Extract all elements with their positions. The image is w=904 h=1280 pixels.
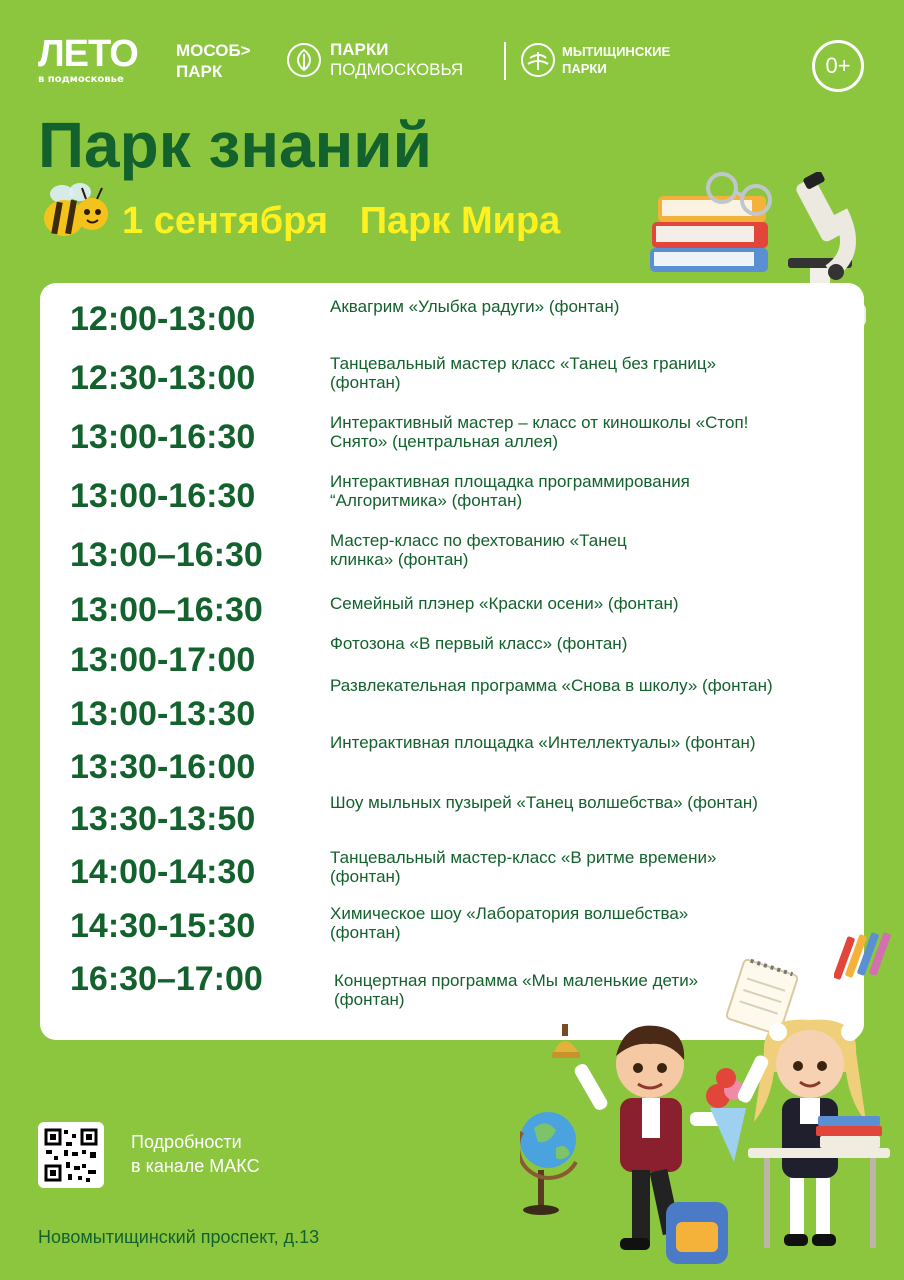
schedule-time: 14:30-15:30 [70,907,256,945]
qr-caption-line1: Подробности [131,1132,242,1152]
bee-icon [40,180,112,246]
schedule-time: 13:00–16:30 [70,591,263,629]
schedule-time: 13:30-16:00 [70,748,256,786]
schedule-event: Аквагрим «Улыбка радуги» (фонтан) [330,297,620,316]
schedule-event: Интерактивная площадка программирования “Алгоритмика» (фонтан) [330,472,690,510]
schedule-time: 13:00-16:30 [70,477,256,515]
qr-code[interactable] [38,1122,104,1188]
schedule-time: 14:00-14:30 [70,853,256,891]
logo-leto-subtext: в подмосковье [38,74,124,85]
logo-myt-line2: ПАРКИ [562,61,607,76]
schedule-event: Фотозона «В первый класс» (фонтан) [330,634,628,653]
qr-caption [131,1130,260,1178]
schedule-time: 13:00-17:00 [70,641,256,679]
schedule-time: 13:30-13:50 [70,800,256,838]
logo-leto [38,34,138,86]
logo-parki-line1: ПАРКИ [330,40,389,59]
header [38,30,866,100]
logo-mosobpark [176,40,251,82]
qr-caption-line2: в канале МАКС [131,1156,260,1176]
schedule-event: Развлекательная программа «Снова в школу» (фонтан) [330,676,773,695]
leaf-circle-icon [286,42,322,78]
pencils-icon [834,930,894,986]
schedule-time: 13:00-16:30 [70,418,256,456]
age-rating-badge: 0+ [812,40,864,92]
logo-leto-text: ЛЕТО [38,33,138,75]
tree-circle-icon [520,42,556,78]
schedule-time: 12:30-13:00 [70,359,256,397]
logo-parki-line2: ПОДМОСКОВЬЯ [330,60,464,79]
schedule-time: 13:00-13:30 [70,695,256,733]
schedule-event: Концертная программа «Мы маленькие дети» (фонтан) [334,971,699,1009]
schedule-event: Интерактивная площадка «Интеллектуалы» (фонтан) [330,733,756,752]
schedule-time: 12:00-13:00 [70,300,256,338]
page-title: Парк знаний [38,109,432,181]
schedule-time: 13:00–16:30 [70,536,263,574]
schedule-event: Химическое шоу «Лаборатория волшебства» (фонтан) [330,904,689,942]
address: Новомытищинский проспект, д.13 [38,1227,320,1247]
books-icon [646,170,780,280]
schedule-event: Танцевальный мастер класс «Танец без границ» (фонтан) [330,354,717,392]
logo-myt-line1: МЫТИЩИНСКИЕ [562,44,671,59]
logo-divider [504,42,506,80]
bell-icon [552,1024,580,1058]
date-and-location: 1 сентября Парк Мира [122,200,561,242]
globe-icon [520,1112,576,1215]
logo-mosob-line2: ПАРК [176,62,223,81]
schedule-event: Интерактивный мастер – класс от киношколы «Стоп! Снято» (центральная аллея) [330,413,749,451]
qr-code-pattern [38,1122,104,1188]
schedule-event: Мастер-класс по фехтованию «Танец клинка» (фонтан) [330,531,627,569]
logo-mosob-line1: МОСОБ> [176,41,251,60]
schedule-event: Семейный плэнер «Краски осени» (фонтан) [330,594,679,613]
schedule-event: Танцевальный мастер-класс «В ритме времени» (фонтан) [330,848,717,886]
schedule-card [40,283,864,1040]
logo-parki-podmoskovya [286,40,463,80]
logo-mytishchinskie-parki [520,42,670,78]
schedule-event: Шоу мыльных пузырей «Танец волшебства» (фонтан) [330,793,758,812]
children-illustration [520,1012,904,1272]
schedule-time: 16:30–17:00 [70,960,263,998]
